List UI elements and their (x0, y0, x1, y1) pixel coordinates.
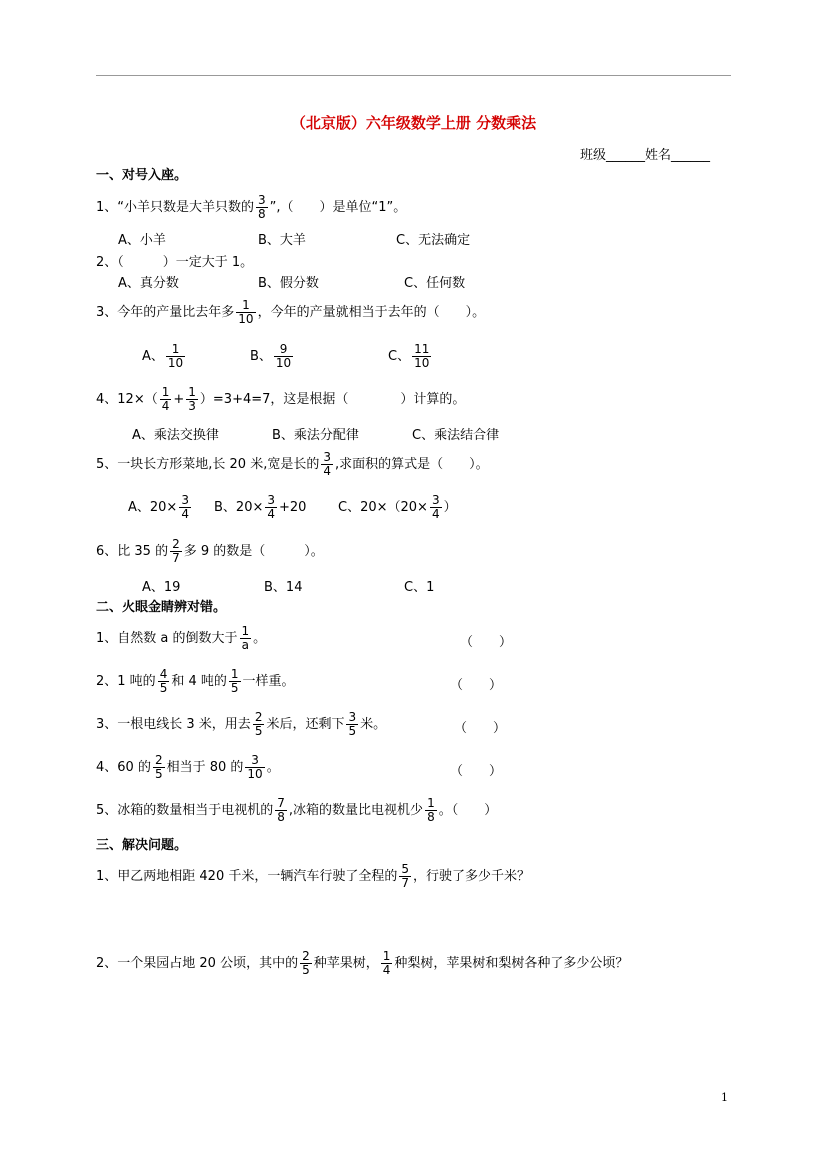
question-text: 5、冰箱的数量相当于电视机的 (96, 802, 274, 818)
denominator: 5 (159, 681, 168, 695)
question-text: 2、一个果园占地 20 公顷，其中的 (96, 955, 299, 971)
numerator: 2 (172, 537, 180, 551)
fraction (186, 386, 198, 413)
question-2-4 (96, 754, 280, 781)
numerator: 7 (277, 796, 285, 810)
question-text: 种苹果树， (313, 955, 379, 971)
answer-parentheses: （ ） (450, 678, 503, 693)
numerator: 3 (181, 493, 189, 507)
section-2-heading: 二、火眼金睛辨对错。 (96, 600, 227, 615)
denominator: 10 (247, 767, 263, 781)
question-text: 多 9 的数是（ ）。 (183, 543, 324, 559)
question-1-6 (96, 538, 324, 565)
denominator: 7 (172, 551, 180, 565)
option-c: C、1 (404, 580, 435, 595)
fraction (160, 386, 172, 413)
option-a (142, 343, 187, 370)
question-text: 6、比 35 的 (96, 543, 169, 559)
numerator: 4 (159, 667, 168, 681)
denominator: 5 (302, 963, 310, 977)
option-b (214, 494, 306, 521)
numerator: 1 (382, 949, 391, 963)
denominator: 7 (401, 876, 409, 890)
option-b: B、大羊 (258, 233, 306, 248)
question-text: 3、一根电线长 3 米，用去 (96, 716, 251, 732)
option-a (128, 494, 193, 521)
question-3-1 (96, 863, 530, 890)
section-1-heading: 一、对号入座。 (96, 168, 188, 183)
question-text: 1、甲乙两地相距 420 千米，一辆汽车行驶了全程的 (96, 868, 398, 884)
question-text: ,冰箱的数量比电视机少 (288, 802, 424, 818)
section-3-heading: 三、解决问题。 (96, 838, 188, 853)
question-text: 。 (266, 759, 280, 775)
option-label: C、20×（20× (338, 499, 428, 515)
numerator: 3 (251, 753, 259, 767)
numerator: 2 (302, 949, 310, 963)
denominator: 8 (277, 810, 285, 824)
numerator: 9 (279, 342, 288, 356)
question-text: 米。 (360, 716, 387, 732)
page-title: （北京版）六年级数学上册 分数乘法 (290, 114, 537, 132)
denominator: 10 (275, 356, 292, 370)
question-text: ，今年的产量就相当于去年的（ ）。 (257, 304, 486, 320)
numerator: 1 (171, 342, 180, 356)
option-a: A、19 (142, 580, 181, 595)
numerator: 3 (267, 493, 275, 507)
denominator: 10 (167, 356, 184, 370)
fraction (399, 863, 411, 890)
question-text: 米后，还剩下 (266, 716, 345, 732)
numerator: 2 (154, 753, 163, 767)
fraction (179, 494, 191, 521)
question-1-5 (96, 451, 489, 478)
option-b: B、14 (264, 580, 303, 595)
fraction (166, 343, 185, 370)
question-text: 3、今年的产量比去年多 (96, 304, 235, 320)
option-a: A、真分数 (118, 276, 179, 291)
fraction (253, 711, 265, 738)
numerator: 3 (348, 710, 357, 724)
fraction (236, 299, 255, 326)
fraction (229, 668, 241, 695)
fraction (265, 494, 277, 521)
denominator: 4 (181, 507, 189, 521)
option-label: A、 (142, 348, 164, 364)
denominator: 3 (188, 399, 196, 413)
question-text: ,求面积的算式是（ ）。 (334, 456, 489, 472)
option-b (250, 343, 295, 370)
denominator: 10 (238, 312, 254, 326)
numerator: 3 (431, 493, 440, 507)
denominator: 5 (348, 724, 357, 738)
option-c (338, 494, 457, 521)
question-1-4 (96, 386, 465, 413)
option-b: B、乘法分配律 (272, 428, 359, 443)
denominator: 4 (161, 399, 170, 413)
question-text: ，行驶了多少千米？ (413, 868, 531, 884)
numerator: 1 (230, 667, 239, 681)
option-b: B、假分数 (258, 276, 319, 291)
question-text: 和 4 吨的 (171, 673, 227, 689)
denominator: 8 (258, 207, 266, 221)
question-1-2: 2、（ ）一定大于 1。 (96, 255, 254, 270)
numerator: 1 (427, 796, 435, 810)
numerator: 1 (242, 298, 250, 312)
header-rule (96, 75, 731, 76)
option-c (388, 343, 433, 370)
denominator: 5 (230, 681, 239, 695)
numerator: 1 (188, 385, 196, 399)
question-2-5 (96, 797, 497, 824)
fraction (300, 950, 312, 977)
question-text: 相当于 80 的 (166, 759, 244, 775)
numerator: 5 (401, 862, 409, 876)
question-1-1 (96, 194, 406, 221)
fraction (274, 343, 293, 370)
denominator: 4 (431, 507, 440, 521)
denominator: 4 (382, 963, 391, 977)
question-2-2 (96, 668, 295, 695)
option-a: A、小羊 (118, 233, 166, 248)
fraction (381, 950, 393, 977)
question-text: ）=3+4=7，这是根据（ ）计算的。 (199, 391, 466, 407)
numerator: 2 (254, 710, 263, 724)
option-tail: ） (443, 499, 457, 515)
answer-parentheses: （ ） (450, 764, 503, 779)
fraction (430, 494, 442, 521)
denominator: 10 (414, 356, 430, 370)
option-tail: +20 (279, 499, 307, 515)
question-2-1 (96, 625, 266, 652)
question-text: 。 (253, 630, 267, 646)
question-text: 。（ ） (438, 802, 498, 818)
fraction (240, 625, 252, 652)
option-label: A、20× (128, 499, 178, 515)
fraction (425, 797, 437, 824)
numerator: 1 (161, 385, 170, 399)
fraction (346, 711, 358, 738)
option-label: B、20× (214, 499, 264, 515)
question-text: 4、12×（ (96, 391, 158, 407)
fraction (170, 538, 182, 565)
option-a: A、乘法交换律 (132, 428, 219, 443)
question-text: 2、1 吨的 (96, 673, 156, 689)
fraction (412, 343, 431, 370)
fraction (245, 754, 264, 781)
plus-sign: + (173, 391, 185, 407)
option-c: C、无法确定 (396, 233, 471, 248)
denominator: 5 (154, 767, 163, 781)
option-label: C、 (388, 348, 411, 364)
question-text: 1、“小羊只数是大羊只数的 (96, 199, 255, 215)
question-text: 4、60 的 (96, 759, 151, 775)
question-text: 1、自然数 a 的倒数大于 (96, 630, 238, 646)
numerator: 11 (414, 342, 430, 356)
fraction (275, 797, 287, 824)
option-c: C、乘法结合律 (412, 428, 500, 443)
denominator: a (241, 638, 250, 652)
fraction (153, 754, 165, 781)
option-c: C、任何数 (404, 276, 466, 291)
denominator: 4 (267, 507, 275, 521)
question-text: 一样重。 (242, 673, 295, 689)
numerator: 1 (241, 624, 250, 638)
numerator: 3 (258, 193, 266, 207)
denominator: 8 (427, 810, 435, 824)
page-number: 1 (721, 1091, 728, 1104)
answer-parentheses: （ ） (460, 635, 513, 650)
question-3-2 (96, 950, 628, 977)
class-name-line: 班级______姓名______ (580, 148, 711, 163)
fraction (256, 194, 268, 221)
fraction (321, 451, 333, 478)
question-2-3 (96, 711, 386, 738)
question-1-3 (96, 299, 485, 326)
answer-parentheses: （ ） (454, 721, 507, 736)
question-text: 种梨树，苹果树和梨树各种了多少公顷？ (394, 955, 629, 971)
question-text: ”,（ ）是单位“1”。 (269, 199, 407, 215)
fraction (158, 668, 170, 695)
numerator: 3 (323, 450, 331, 464)
denominator: 4 (323, 464, 331, 478)
option-label: B、 (250, 348, 272, 364)
denominator: 5 (254, 724, 263, 738)
question-text: 5、一块长方形菜地,长 20 米,宽是长的 (96, 456, 320, 472)
